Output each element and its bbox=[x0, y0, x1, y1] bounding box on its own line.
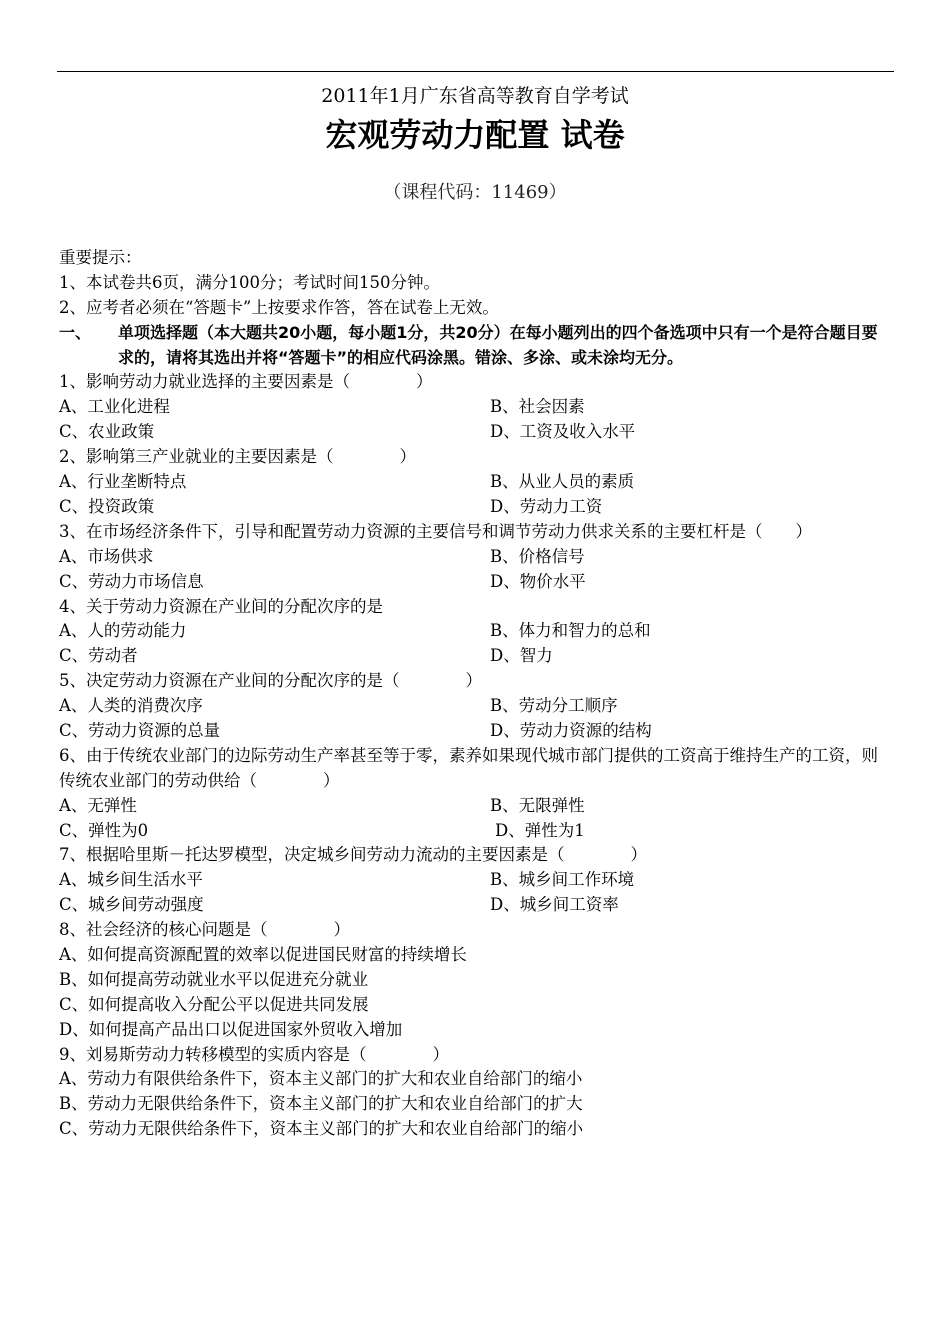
exam-body bbox=[59, 246, 899, 1142]
option: A、无弹性 bbox=[59, 795, 137, 815]
option-row bbox=[59, 545, 899, 570]
option-row bbox=[59, 893, 899, 918]
option: C、农业政策 bbox=[59, 422, 155, 442]
section-text: 单项选择题（本大题共20小题，每小题1分，共20分）在每小题列出的四个备选项中只有一个是符合题目要求的，请将其选出并将“答题卡”的相应代码涂黑。错涂、多涂、或未涂均无分。 bbox=[118, 322, 878, 367]
option: D、城乡间工资率 bbox=[490, 895, 619, 915]
option: B、劳动力无限供给条件下，资本主义部门的扩大和农业自给部门的扩大 bbox=[59, 1094, 583, 1114]
option: C、劳动力无限供给条件下，资本主义部门的扩大和农业自给部门的缩小 bbox=[59, 1119, 584, 1139]
question-stem: 6、由于传统农业部门的边际劳动生产率甚至等于零，素养如果现代城市部门提供的工资高于维持生产的工资，则传统农业部门的劳动供给（ ） bbox=[59, 745, 878, 790]
option-row bbox=[59, 868, 899, 893]
option-row bbox=[59, 794, 899, 819]
question-stem: 5、决定劳动力资源在产业间的分配次序的是（ ） bbox=[59, 671, 482, 691]
option: B、从业人员的素质 bbox=[490, 472, 635, 492]
notes-heading: 重要提示： bbox=[59, 248, 142, 267]
top-rule bbox=[57, 71, 894, 72]
option: C、投资政策 bbox=[59, 496, 155, 516]
question-stem: 1、影响劳动力就业选择的主要因素是（ ） bbox=[59, 372, 433, 392]
option-row bbox=[59, 644, 899, 669]
option: A、城乡间生活水平 bbox=[59, 870, 203, 890]
option: A、人的劳动能力 bbox=[59, 621, 187, 641]
option: C、弹性为0 bbox=[59, 820, 149, 840]
option: B、社会因素 bbox=[490, 397, 585, 417]
option: A、如何提高资源配置的效率以促进国民财富的持续增长 bbox=[59, 945, 467, 965]
option: A、劳动力有限供给条件下，资本主义部门的扩大和农业自给部门的缩小 bbox=[59, 1069, 583, 1089]
option: C、如何提高收入分配公平以促进共同发展 bbox=[59, 994, 369, 1014]
question-stem: 7、根据哈里斯－托达罗模型，决定城乡间劳动力流动的主要因素是（ ） bbox=[59, 845, 647, 865]
option: A、工业化进程 bbox=[59, 397, 170, 417]
option: A、市场供求 bbox=[59, 546, 154, 566]
question-stem: 2、影响第三产业就业的主要因素是（ ） bbox=[59, 447, 416, 467]
option: C、城乡间劳动强度 bbox=[59, 895, 204, 915]
option: C、劳动者 bbox=[59, 646, 138, 666]
option: D、如何提高产品出口以促进国家外贸收入增加 bbox=[59, 1019, 403, 1039]
page-title: 宏观劳动力配置 试卷 bbox=[325, 116, 625, 154]
option: B、如何提高劳动就业水平以促进充分就业 bbox=[59, 969, 369, 989]
question-stem: 3、在市场经济条件下，引导和配置劳动力资源的主要信号和调节劳动力供求关系的主要杠杆是（ ） bbox=[59, 521, 812, 541]
option-row bbox=[59, 619, 899, 644]
option: A、人类的消费次序 bbox=[59, 696, 203, 716]
question-stem: 9、刘易斯劳动力转移模型的实质内容是（ ） bbox=[59, 1044, 449, 1064]
option: A、行业垄断特点 bbox=[59, 472, 187, 492]
option: B、城乡间工作环境 bbox=[490, 870, 635, 890]
option: D、劳动力工资 bbox=[490, 496, 603, 516]
option-row bbox=[59, 395, 899, 420]
option: D、工资及收入水平 bbox=[490, 422, 636, 442]
option: D、物价水平 bbox=[490, 571, 586, 591]
course-code: （课程代码：11469） bbox=[383, 182, 567, 203]
option: D、智力 bbox=[490, 646, 553, 666]
question-stem: 8、社会经济的核心问题是（ ） bbox=[59, 920, 350, 940]
note-item: 2、应考者必须在“答题卡”上按要求作答，答在试卷上无效。 bbox=[59, 297, 499, 317]
option: B、劳动分工顺序 bbox=[490, 696, 618, 716]
option-row bbox=[59, 819, 899, 844]
option: B、价格信号 bbox=[490, 546, 585, 566]
option-row bbox=[59, 420, 899, 445]
question-stem: 4、关于劳动力资源在产业间的分配次序的是 bbox=[59, 596, 383, 616]
option-row bbox=[59, 470, 899, 495]
section-number: 一、 bbox=[59, 322, 92, 342]
option: B、无限弹性 bbox=[490, 795, 585, 815]
note-item: 1、本试卷共6页，满分100分；考试时间150分钟。 bbox=[59, 272, 440, 292]
option: D、劳动力资源的结构 bbox=[490, 720, 652, 740]
option-row bbox=[59, 719, 899, 744]
option: D、弹性为1 bbox=[495, 820, 585, 840]
option: C、劳动力资源的总量 bbox=[59, 720, 221, 740]
option-row bbox=[59, 570, 899, 595]
option: C、劳动力市场信息 bbox=[59, 571, 204, 591]
exam-line: 2011年1月广东省高等教育自学考试 bbox=[321, 85, 629, 107]
option: B、体力和智力的总和 bbox=[490, 621, 651, 641]
option-row bbox=[59, 694, 899, 719]
section-instruction bbox=[59, 321, 899, 371]
option-row bbox=[59, 495, 899, 520]
